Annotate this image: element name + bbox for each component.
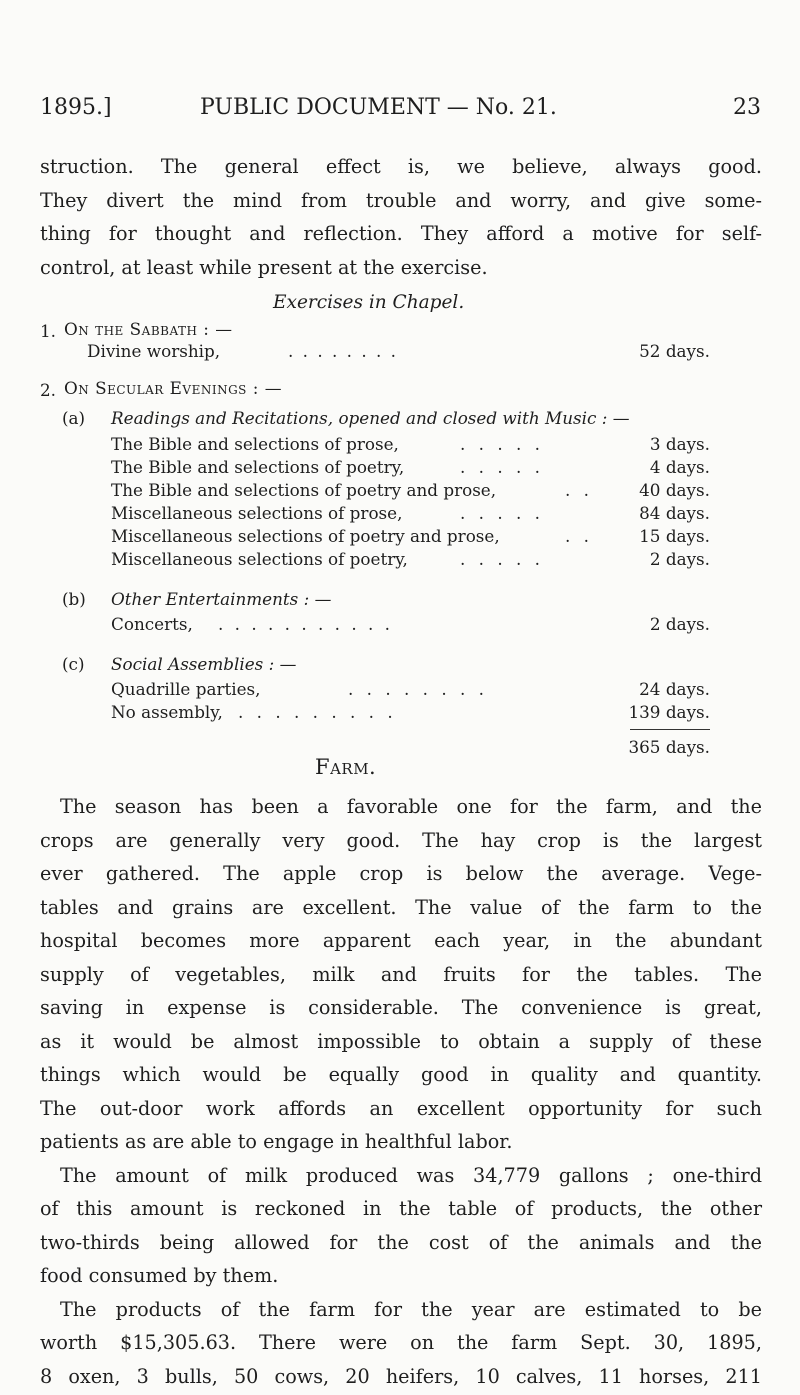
sum-rule xyxy=(630,729,710,730)
text-line: hospital becomes more apparent each year, in the abundant xyxy=(40,929,762,952)
divine-worship-label: Divine worship, xyxy=(87,341,221,361)
text-line: worth $15,305.63. There were on the farm Sept. 30, 1895, xyxy=(40,1331,762,1354)
secular-label: On Secular Evenings : — xyxy=(64,378,282,398)
text-line: ever gathered. The apple crop is below the average. Vege- xyxy=(40,862,762,885)
readings-item-label: The Bible and selections of poetry and prose, xyxy=(111,480,497,500)
dot-leaders: . . . . . . . . . xyxy=(238,702,397,722)
concerts-label: Concerts, xyxy=(111,614,193,634)
header-title: PUBLIC DOCUMENT — No. 21. xyxy=(200,95,557,120)
dot-leaders: . . . . . xyxy=(460,503,545,523)
farm-heading: Farm. xyxy=(315,755,377,779)
days-value: 24 days. xyxy=(639,679,710,699)
dot-leaders: . . . . . . . . xyxy=(348,679,489,699)
text-line: The products of the farm for the year are estimated to be xyxy=(60,1297,762,1321)
text-line: supply of vegetables, milk and fruits for the tables. The xyxy=(40,962,762,986)
days-value: 2 days. xyxy=(649,614,710,634)
dot-leaders: . . xyxy=(565,526,594,546)
dot-leaders: . . . . . xyxy=(460,434,545,454)
secular-number: 2. xyxy=(40,380,57,400)
days-value: 84 days. xyxy=(639,503,710,523)
text-line: They divert the mind from trouble and worry, and give some- xyxy=(40,188,762,212)
days-value: 3 days. xyxy=(649,434,710,454)
days-value: 4 days. xyxy=(649,457,710,477)
readings-item-label: Miscellaneous selections of poetry, xyxy=(111,549,408,569)
dot-leaders: . . . . . . . . xyxy=(288,341,399,361)
header-page-number: 23 xyxy=(733,95,761,120)
text-line: two-thirds being allowed for the cost of the animals and the xyxy=(40,1230,762,1254)
sabbath-label: On the Sabbath : — xyxy=(64,319,233,339)
section-b-letter: (b) xyxy=(62,589,86,609)
readings-item-label: Miscellaneous selections of poetry and prose, xyxy=(111,526,500,546)
section-c-heading: Social Assemblies : — xyxy=(111,654,297,674)
sabbath-number: 1. xyxy=(40,321,57,341)
total-days: 365 days. xyxy=(628,737,710,757)
days-value: 40 days. xyxy=(639,480,710,500)
exercises-heading: Exercises in Chapel. xyxy=(273,292,465,313)
days-value: 139 days. xyxy=(628,702,710,722)
text-line: 8 oxen, 3 bulls, 50 cows, 20 heifers, 10 calves, 11 horses, 211 xyxy=(40,1364,762,1388)
days-value: 15 days. xyxy=(639,526,710,546)
text-line: struction. The general effect is, we believe, always good. xyxy=(40,155,762,178)
section-c-letter: (c) xyxy=(62,654,85,674)
dot-leaders: . . xyxy=(565,480,594,500)
no-assembly-label: No assembly, xyxy=(111,702,223,722)
text-line: The season has been a favorable one for the farm, and the xyxy=(60,795,762,818)
section-b-heading: Other Entertainments : — xyxy=(111,589,332,609)
text-line: patients as are able to engage in healthful labor. xyxy=(40,1130,513,1153)
text-line: food consumed by them. xyxy=(40,1264,279,1287)
text-line: things which would be equally good in quality and quantity. xyxy=(40,1063,762,1086)
text-line: The amount of milk produced was 34,779 gallons ; one-third xyxy=(60,1163,762,1187)
section-a-letter: (a) xyxy=(62,408,86,428)
intro-paragraph xyxy=(40,150,762,284)
readings-item-label: Miscellaneous selections of prose, xyxy=(111,503,403,523)
text-line: control, at least while present at the exercise. xyxy=(40,255,488,279)
readings-item-label: The Bible and selections of poetry, xyxy=(111,457,405,477)
text-line: tables and grains are excellent. The value of the farm to the xyxy=(40,895,762,919)
header-year: 1895.] xyxy=(40,95,112,120)
dot-leaders: . . . . . xyxy=(460,457,545,477)
text-line: The out-door work affords an excellent opportunity for such xyxy=(40,1096,762,1120)
text-line: of this amount is reckoned in the table of products, the other xyxy=(40,1197,762,1220)
text-line: crops are generally very good. The hay crop is the largest xyxy=(40,828,762,852)
section-a-heading: Readings and Recitations, opened and closed with Music : — xyxy=(111,408,630,428)
days-value: 52 days. xyxy=(639,341,710,361)
quadrille-label: Quadrille parties, xyxy=(111,679,261,699)
text-line: saving in expense is considerable. The convenience is great, xyxy=(40,996,762,1019)
dot-leaders: . . . . . . . . . . . xyxy=(218,614,394,634)
text-line: thing for thought and reflection. They afford a motive for self- xyxy=(40,222,762,245)
farm-paragraph xyxy=(40,790,762,1393)
readings-item-label: The Bible and selections of prose, xyxy=(111,434,399,454)
text-line: as it would be almost impossible to obtain a supply of these xyxy=(40,1029,762,1053)
days-value: 2 days. xyxy=(649,549,710,569)
dot-leaders: . . . . . xyxy=(460,549,545,569)
